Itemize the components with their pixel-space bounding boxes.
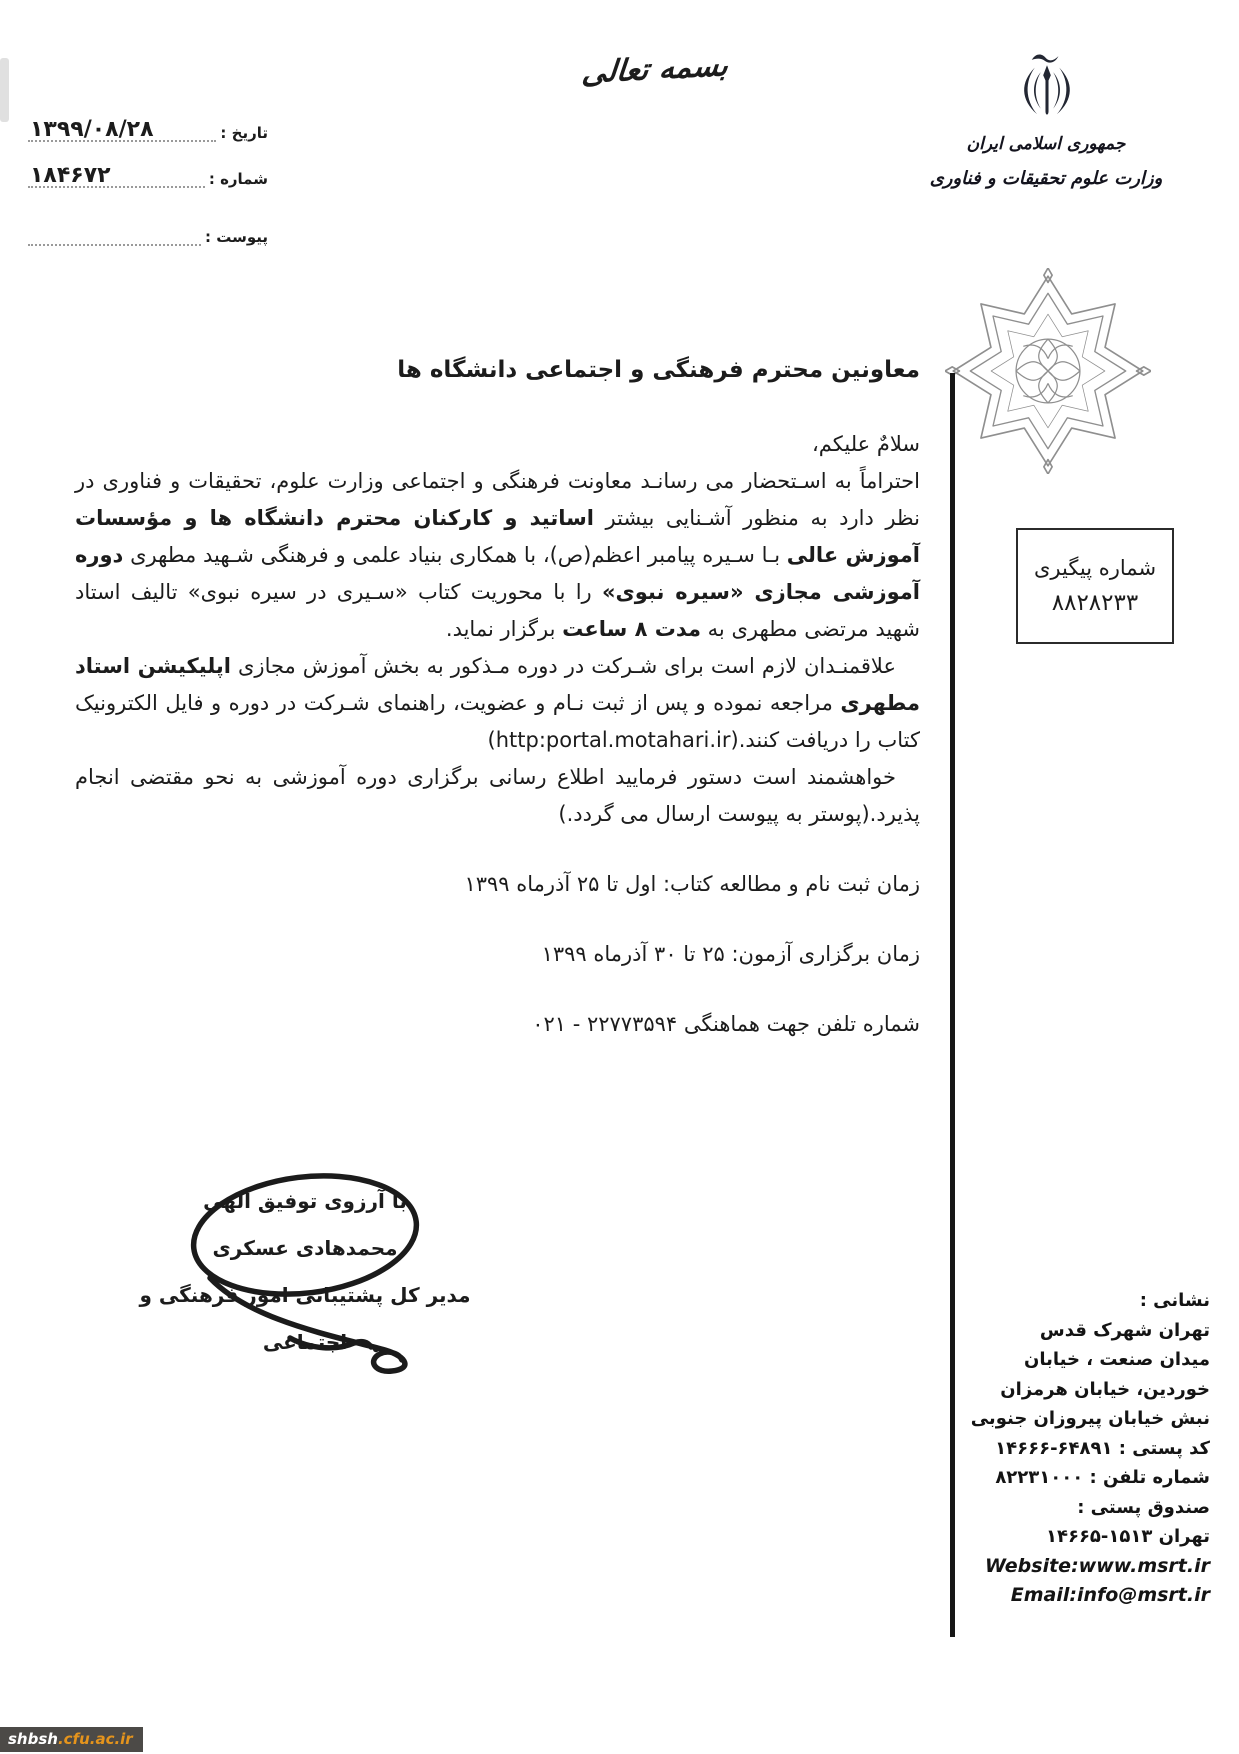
paragraph-1-text: احتراماً به اسـتحضار می رسانـد معاونت فرهنگی و اجتماعی وزارت علوم، تحقیقات و فناوری در نظر دارد به منظور آشـنایی بیشتر bbox=[75, 469, 920, 530]
signature-title: مدیر کل پشتیبانی امور فرهنگی و اجتماعی bbox=[139, 1283, 471, 1354]
site-watermark bbox=[0, 1727, 143, 1752]
watermark-suffix: .cfu.ac.ir bbox=[57, 1730, 133, 1748]
paragraph-3: خواهشمند است دستور فرمایید اطلاع رسانی برگزاری دوره آموزشی به نحو مقتضی انجام پذیرد.(پوستر به پیوست ارسال می گردد.) bbox=[75, 765, 920, 826]
besmele-calligraphy: بسمه تعالی bbox=[580, 48, 730, 91]
paragraph-1-bold: دوره آموزشی مجازی «سیره نبوی» bbox=[75, 543, 920, 604]
phone-label: شماره تلفن : bbox=[1089, 1467, 1210, 1488]
address-line: میدان صنعت ، خیابان bbox=[1024, 1349, 1210, 1370]
header-meta bbox=[28, 96, 268, 246]
number-value: ۱۸۴۶۷۲ bbox=[30, 163, 111, 188]
email-line: Email:info@msrt.ir bbox=[1010, 1584, 1210, 1606]
date-value: ۱۳۹۹/۰۸/۲۸ bbox=[30, 117, 154, 142]
pobox-value: ۱۴۶۶۵-۱۵۱۳ bbox=[1045, 1526, 1153, 1547]
website-line: Website:www.msrt.ir bbox=[985, 1554, 1210, 1577]
postal-code-label: کد پستی : bbox=[1118, 1437, 1210, 1459]
phone-line bbox=[953, 1463, 1210, 1493]
org-ministry-name: وزارت علوم تحقیقات و فناوری bbox=[929, 168, 1163, 189]
paragraph-2 bbox=[75, 648, 920, 759]
coordination-phone-line: شماره تلفن جهت هماهنگی ۲۲۷۷۳۵۹۴ - ۰۲۱ bbox=[532, 1012, 920, 1036]
exam-period-line: زمان برگزاری آزمون: ۲۵ تا ۳۰ آذرماه ۱۳۹۹ bbox=[541, 942, 920, 966]
signature-closing: با آرزوی توفیق الهی bbox=[203, 1189, 407, 1213]
scan-artifact bbox=[0, 58, 9, 122]
date-label: تاریخ : bbox=[220, 124, 268, 142]
date-line bbox=[28, 94, 216, 142]
recipient-heading: معاونین محترم فرهنگی و اجتماعی دانشگاه ها bbox=[397, 357, 920, 383]
address-label: نشانی : bbox=[1139, 1290, 1210, 1311]
address-line: تهران شهرک قدس bbox=[1039, 1319, 1210, 1341]
signature-block bbox=[105, 1178, 505, 1366]
address-line: خوردین، خیابان هرمزان bbox=[1000, 1378, 1210, 1400]
pobox-label-line: صندوق پستی : bbox=[1077, 1496, 1210, 1518]
paragraph-2-bold: اپلیکیشن استاد مطهری bbox=[75, 654, 920, 715]
paragraph-1-bold: اساتید و کارکنان محترم دانشگاه ها و مؤسسات آموزش عالی bbox=[75, 506, 920, 567]
ornament-icon bbox=[945, 268, 1151, 474]
tracking-box bbox=[1016, 528, 1174, 644]
attachment-label: پیوست : bbox=[204, 228, 268, 246]
date-row bbox=[28, 96, 268, 142]
letter-body bbox=[75, 350, 920, 1043]
number-line bbox=[28, 140, 205, 188]
attachment-line bbox=[28, 198, 201, 246]
postal-code-value: ۱۴۶۶۶-۶۴۸۹۱ bbox=[995, 1437, 1113, 1459]
number-row bbox=[28, 142, 268, 188]
paragraph-1-text: بـا سـیره پیامبر اعظم(ص)، با همکاری بنیاد علمی و فرهنگی شـهید مطهری bbox=[123, 543, 787, 567]
paragraph-1-text: را با محوریت کتاب «سـیری در سیره نبوی» تالیف استاد شهید مرتضی مطهری به bbox=[75, 580, 920, 641]
paragraph-1-text: برگزار نماید. bbox=[445, 617, 563, 641]
paragraph-2-text: مراجعه نموده و پس از ثبت نـام و عضویت، راهنمای شـرکت در دوره و فایل الکترونیک کتاب را دریافت کنند.(http:portal.motahari.ir) bbox=[75, 691, 920, 752]
tracking-number: ۸۸۲۸۲۳۳ bbox=[1051, 590, 1139, 616]
org-country-name: جمهوری اسلامی ایران bbox=[966, 134, 1126, 154]
number-label: شماره : bbox=[208, 170, 268, 188]
footer-address bbox=[953, 1286, 1210, 1611]
postal-code-line bbox=[953, 1434, 1210, 1464]
attachment-row bbox=[28, 200, 268, 246]
pobox-line bbox=[953, 1522, 1210, 1552]
salutation: سلامٌ علیکم، bbox=[812, 432, 920, 456]
paragraph-1 bbox=[75, 463, 920, 648]
iran-emblem-icon bbox=[1008, 50, 1086, 134]
signature-name: محمدهادی عسکری bbox=[212, 1236, 398, 1260]
address-line: نبش خیابان پیروزان جنوبی bbox=[970, 1408, 1210, 1429]
watermark-name: shbsh bbox=[8, 1730, 58, 1748]
paragraph-2-text: علاقمنـدان لازم است برای شـرکت در دوره مـذکور به بخش آموزش مجازی bbox=[231, 654, 896, 678]
pobox-city: تهران bbox=[1158, 1526, 1210, 1547]
registration-period-line: زمان ثبت نام و مطالعه کتاب: اول تا ۲۵ آذرماه ۱۳۹۹ bbox=[464, 872, 920, 896]
phone-value: ۸۲۲۳۱۰۰۰ bbox=[995, 1467, 1084, 1488]
tracking-label: شماره پیگیری bbox=[1033, 556, 1157, 580]
paragraph-1-bold: مدت ۸ ساعت bbox=[562, 617, 701, 641]
